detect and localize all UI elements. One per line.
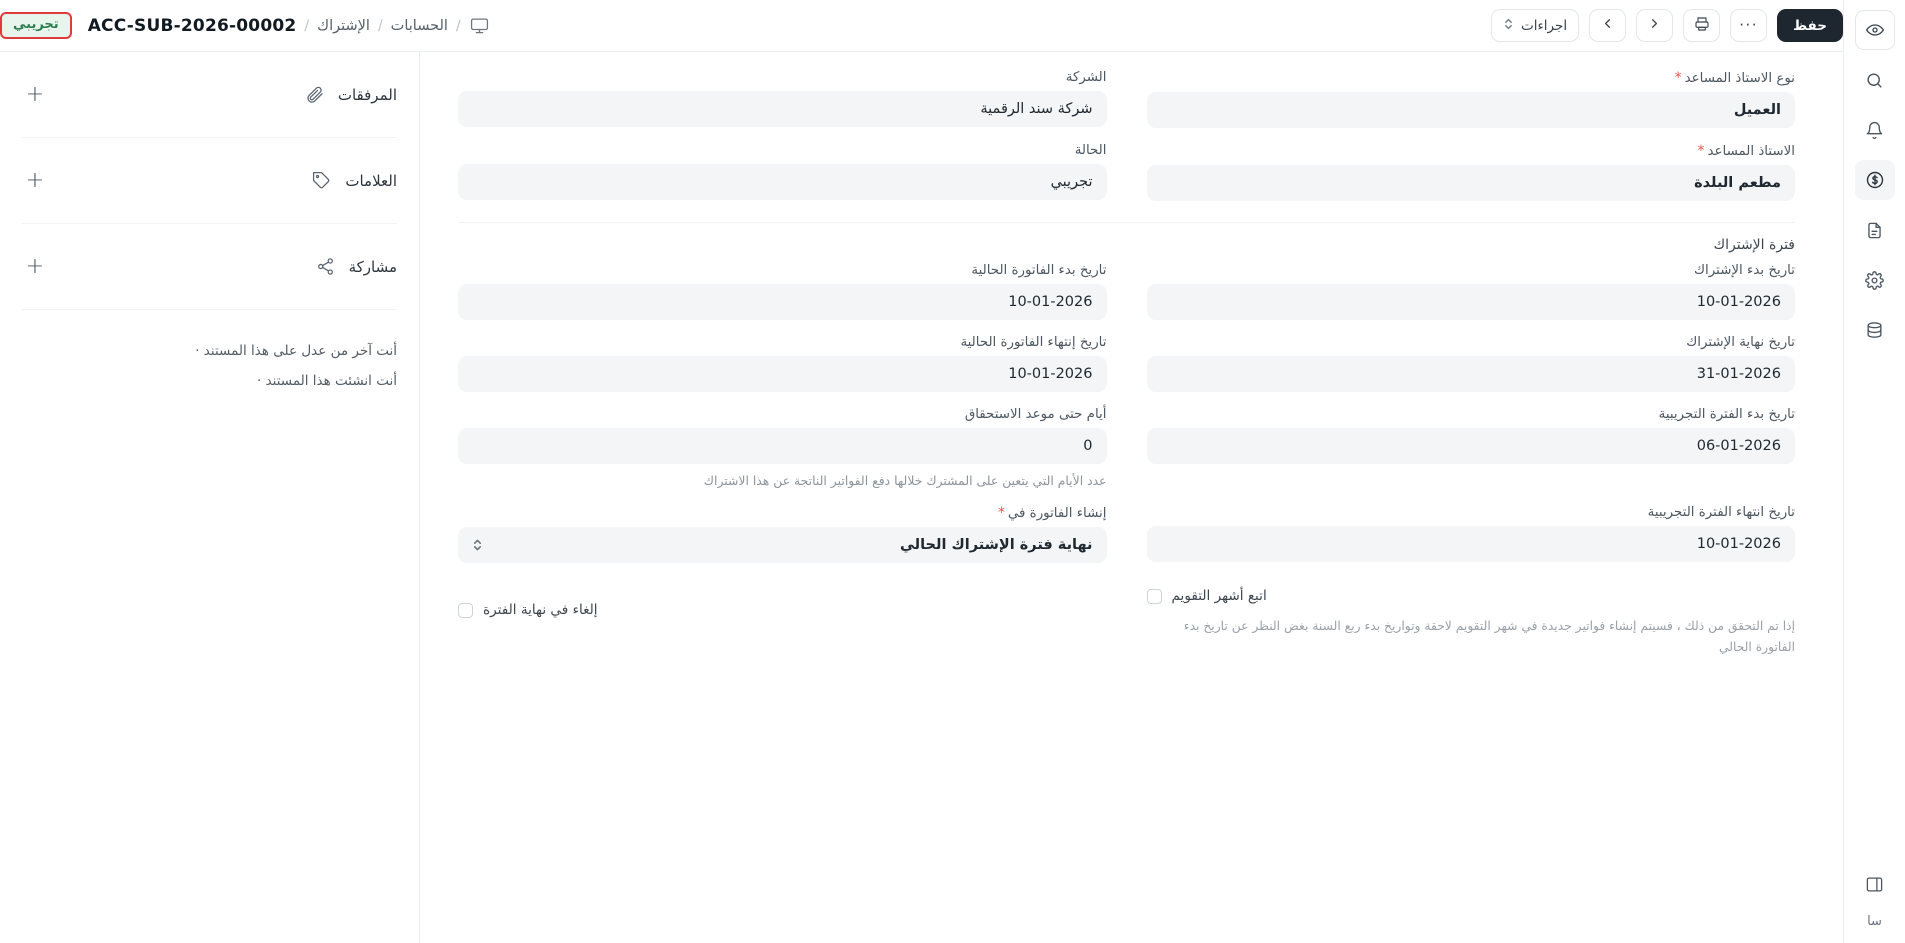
field-days-until-due	[458, 407, 1107, 490]
database-icon[interactable]	[1855, 310, 1895, 350]
breadcrumb-accounts[interactable]: الحسابات	[390, 17, 448, 34]
days-until-due-label: أيام حتى موعد الاستحقاق	[964, 407, 1107, 422]
actions-menu-button[interactable]	[1491, 9, 1579, 42]
field-ledger	[1147, 143, 1796, 201]
top-bar	[0, 0, 1843, 52]
breadcrumb-separator-2: /	[377, 17, 383, 34]
breadcrumb-separator-1: /	[455, 17, 461, 34]
ledger-value[interactable]: مطعم البلدة	[1147, 165, 1796, 201]
required-marker: *	[997, 505, 1005, 522]
view-toggle-icon[interactable]	[1855, 10, 1895, 50]
actions-label: اجراءات	[1520, 17, 1568, 34]
generate-invoice-at-label-text: إنشاء الفاتورة في	[1007, 506, 1107, 522]
more-options-button[interactable]	[1730, 9, 1767, 42]
sidebar-item-tags[interactable]	[22, 138, 397, 224]
generate-invoice-at-value: نهاية فترة الإشتراك الحالي	[900, 537, 1093, 554]
attachments-group	[305, 85, 397, 104]
breadcrumb-separator-3: /	[304, 17, 310, 34]
status-badge: تجريبي	[0, 12, 72, 39]
tags-group	[312, 171, 397, 190]
form-grid	[458, 70, 1795, 673]
required-marker: *	[1674, 70, 1682, 86]
sidebar-notes	[22, 310, 397, 396]
sidebar-item-share[interactable]	[22, 224, 397, 310]
sidebar-item-attachments[interactable]	[22, 52, 397, 138]
generate-invoice-at-select[interactable]	[458, 527, 1107, 563]
chevron-updown-icon	[472, 538, 483, 553]
field-follow-calendar-months	[1147, 578, 1796, 658]
required-marker: *	[1697, 143, 1705, 159]
search-icon[interactable]	[1855, 60, 1895, 100]
add-attachment-button[interactable]: +	[25, 81, 45, 107]
days-until-due-helper: عدد الأيام التي يتعين على المشترك خلالها دفع الفواتير الناتجة عن هذا الاشتراك	[703, 473, 1107, 488]
end-date-value[interactable]: 31-01-2026	[1147, 356, 1796, 392]
share-group	[316, 257, 397, 276]
dollar-icon[interactable]	[1855, 160, 1895, 200]
ledger-label-text: الاستاذ المساعد	[1707, 144, 1795, 159]
cancel-at-period-end-label: إلغاء في نهاية الفترة	[483, 602, 598, 619]
cancel-at-period-end-checkbox[interactable]	[458, 603, 473, 618]
main-form	[420, 52, 1843, 943]
field-ledger-type	[1147, 70, 1796, 128]
section-subscription-period: فترة الإشتراك	[458, 222, 1795, 263]
chevron-prev-icon	[1600, 16, 1615, 35]
trial-end-label: تاريخ انتهاء الفترة التجريبية	[1647, 505, 1795, 521]
days-until-due-value[interactable]: 0	[458, 428, 1107, 464]
follow-calendar-months-helper: إذا تم التحقق من ذلك ، فسيتم إنشاء فواتير جديدة في شهر التقويم لاحقة وتواريخ بدء ربع السنة بغض النظر عن تاريخ بدء الفاتورة الحالي	[1183, 619, 1795, 655]
generate-invoice-at-label	[458, 505, 1107, 521]
monitor-icon[interactable]	[469, 15, 491, 37]
sidebar	[0, 52, 420, 943]
field-cancel-at-period-end	[458, 578, 1107, 658]
ledger-type-label	[1147, 70, 1796, 86]
add-tag-button[interactable]: +	[25, 167, 45, 193]
toolbar-actions	[1491, 9, 1843, 42]
cancel-at-period-end-row[interactable]	[458, 592, 1107, 628]
current-invoice-end-value[interactable]: 10-01-2026	[458, 356, 1107, 392]
field-trial-end	[1147, 505, 1796, 563]
add-share-button[interactable]: +	[25, 253, 45, 279]
ledger-label	[1147, 143, 1796, 159]
ledger-type-value[interactable]: العميل	[1147, 92, 1796, 128]
start-date-label: تاريخ بدء الإشتراك	[1694, 263, 1795, 278]
chevron-next-icon	[1647, 16, 1662, 35]
field-start-date	[1147, 263, 1796, 320]
status-label: الحالة	[1074, 143, 1107, 158]
note-created: أنت انشئت هذا المستند ·	[256, 373, 397, 389]
next-record-button[interactable]	[1636, 9, 1673, 42]
company-value[interactable]: شركة سند الرقمية	[458, 91, 1107, 127]
ellipsis-icon: ···	[1739, 16, 1758, 34]
field-trial-start	[1147, 407, 1796, 490]
rail-bottom-label: سا	[1867, 914, 1882, 929]
printer-icon	[1694, 16, 1710, 36]
note-last-modified: أنت آخر من عدل على هذا المستند ·	[195, 343, 397, 359]
panel-toggle-icon[interactable]	[1855, 864, 1895, 904]
bell-icon[interactable]	[1855, 110, 1895, 150]
field-current-invoice-start	[458, 263, 1107, 320]
end-date-label: تاريخ نهاية الإشتراك	[1686, 335, 1795, 350]
gear-icon[interactable]	[1855, 260, 1895, 300]
field-current-invoice-end	[458, 335, 1107, 392]
follow-calendar-months-checkbox[interactable]	[1147, 589, 1162, 604]
save-button[interactable]: حفظ	[1777, 9, 1843, 42]
right-rail	[1843, 0, 1905, 943]
breadcrumb	[0, 12, 491, 39]
current-invoice-start-label: تاريخ بدء الفاتورة الحالية	[971, 263, 1107, 278]
share-label: مشاركة	[348, 257, 397, 276]
company-label: الشركة	[1065, 70, 1107, 85]
page-title: ACC-SUB-2026-00002	[87, 15, 297, 36]
tag-icon	[312, 171, 331, 190]
attachments-label: المرفقات	[337, 85, 397, 104]
field-generate-invoice-at	[458, 505, 1107, 563]
paperclip-icon	[305, 85, 324, 104]
field-end-date	[1147, 335, 1796, 392]
current-invoice-start-value[interactable]: 10-01-2026	[458, 284, 1107, 320]
prev-record-button[interactable]	[1589, 9, 1626, 42]
follow-calendar-months-label: اتبع أشهر التقويم	[1171, 588, 1267, 605]
follow-calendar-months-row[interactable]	[1147, 578, 1796, 614]
status-value[interactable]: تجريبي	[458, 164, 1107, 200]
current-invoice-end-label: تاريخ إنتهاء الفاتورة الحالية	[960, 335, 1107, 350]
print-button[interactable]	[1683, 9, 1720, 42]
ledger-type-label-text: نوع الاستاذ المساعد	[1684, 71, 1795, 86]
field-status	[458, 143, 1107, 201]
tags-label: العلامات	[345, 171, 397, 190]
share-icon	[316, 257, 335, 276]
trial-end-value[interactable]: 10-01-2026	[1147, 526, 1796, 562]
trial-start-label: تاريخ بدء الفترة التجريبية	[1658, 407, 1795, 422]
updown-caret-icon	[1503, 17, 1514, 34]
breadcrumb-subscription[interactable]: الإشتراك	[317, 17, 370, 34]
trial-start-value[interactable]: 06-01-2026	[1147, 428, 1796, 464]
cancel-at-period-end-spacer	[458, 578, 1107, 592]
document-icon[interactable]	[1855, 210, 1895, 250]
field-company	[458, 70, 1107, 128]
start-date-value[interactable]: 10-01-2026	[1147, 284, 1796, 320]
